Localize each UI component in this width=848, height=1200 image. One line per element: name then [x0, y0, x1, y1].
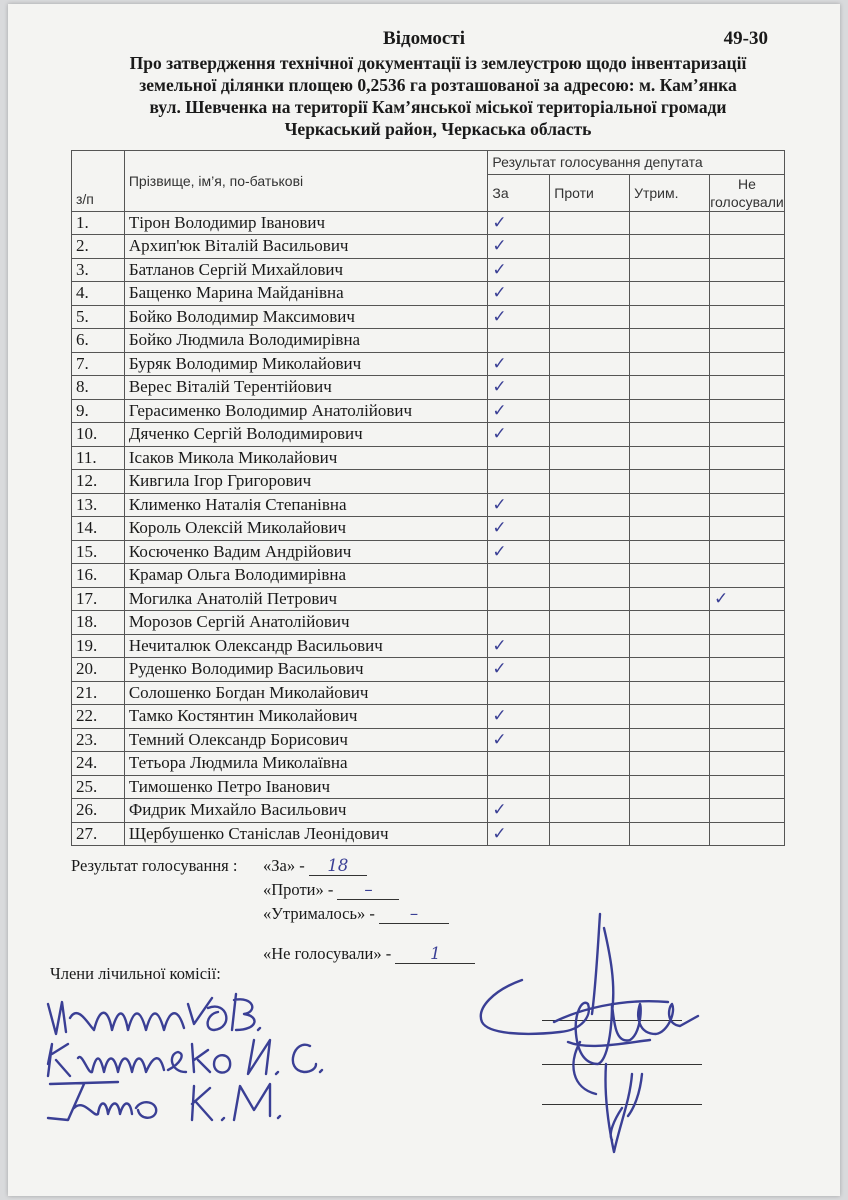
- row-number: 27.: [72, 822, 125, 846]
- row-name: Могилка Анатолій Петрович: [124, 587, 488, 611]
- header-abstain: Утрим.: [630, 174, 710, 211]
- row-number: 20.: [72, 658, 125, 682]
- row-name: Темний Олександр Борисович: [124, 728, 488, 752]
- row-number: 14.: [72, 517, 125, 541]
- row-name: Батланов Сергій Михайлович: [124, 258, 488, 282]
- row-name: Руденко Володимир Васильович: [124, 658, 488, 682]
- check-mark: ✓: [492, 635, 507, 656]
- header-name: Прізвище, ім’я, по-батькові: [124, 151, 488, 212]
- handwritten-signatures: [8, 4, 840, 1196]
- check-mark: ✓: [713, 588, 729, 609]
- row-name: Буряк Володимир Миколайович: [124, 352, 488, 376]
- check-mark: ✓: [492, 283, 507, 304]
- row-name: Солошенко Богдан Миколайович: [124, 681, 488, 705]
- row-name: Архип'юк Віталій Васильович: [124, 235, 488, 259]
- check-mark: ✓: [492, 659, 507, 680]
- row-number: 22.: [72, 705, 125, 729]
- row-name: Тетьора Людмила Миколаївна: [124, 752, 488, 776]
- check-mark: ✓: [492, 259, 507, 280]
- subtitle-line: Про затвердження технічної документації із землеустрою щодо інвентаризації: [129, 53, 747, 73]
- row-number: 26.: [72, 799, 125, 823]
- row-number: 5.: [72, 305, 125, 329]
- row-number: 9.: [72, 399, 125, 423]
- summary-abstain-label: «Утрималось» -: [263, 904, 375, 923]
- header-against: Проти: [550, 174, 630, 211]
- row-number: 17.: [72, 587, 125, 611]
- row-number: 10.: [72, 423, 125, 447]
- summary-for-label: «За» -: [263, 856, 305, 875]
- row-name: Бойко Людмила Володимирівна: [124, 329, 488, 353]
- subtitle-line: вул. Шевченка на території Кам’янської міської територіальної громади: [149, 97, 727, 117]
- row-name: Морозов Сергій Анатолійович: [124, 611, 488, 635]
- row-number: 1.: [72, 211, 125, 235]
- check-mark: ✓: [492, 706, 507, 727]
- row-number: 19.: [72, 634, 125, 658]
- row-number: 7.: [72, 352, 125, 376]
- row-name: Дяченко Сергій Володимирович: [124, 423, 488, 447]
- row-name: Клименко Наталія Степанівна: [124, 493, 488, 517]
- row-number: 3.: [72, 258, 125, 282]
- row-number: 2.: [72, 235, 125, 259]
- check-mark: ✓: [492, 377, 507, 398]
- header-for: За: [488, 174, 550, 211]
- subtitle-line: Черкаський район, Черкаська область: [284, 119, 592, 139]
- summary-label: Результат голосування :: [71, 856, 238, 875]
- row-number: 12.: [72, 470, 125, 494]
- row-name: Тірон Володимир Іванович: [124, 211, 488, 235]
- row-name: Король Олексій Миколайович: [124, 517, 488, 541]
- row-number: 8.: [72, 376, 125, 400]
- row-name: Ісаков Микола Миколайович: [124, 446, 488, 470]
- row-name: Герасименко Володимир Анатолійович: [124, 399, 488, 423]
- row-name: Бойко Володимир Максимович: [124, 305, 488, 329]
- summary-abstain-value: –: [379, 904, 449, 924]
- header-number: з/п: [72, 151, 125, 212]
- check-mark: ✓: [492, 236, 507, 257]
- header-notvoted-line2: голосували: [710, 193, 784, 210]
- check-mark: ✓: [492, 541, 507, 562]
- check-mark: ✓: [492, 212, 507, 233]
- row-name: Тимошенко Петро Іванович: [124, 775, 488, 799]
- row-number: 21.: [72, 681, 125, 705]
- document-number: 49-30: [723, 28, 768, 49]
- row-number: 18.: [72, 611, 125, 635]
- row-number: 11.: [72, 446, 125, 470]
- row-name: Тамко Костянтин Миколайович: [124, 705, 488, 729]
- summary-for-value: 18: [309, 856, 367, 876]
- row-number: 24.: [72, 752, 125, 776]
- row-name: Щербушенко Станіслав Леонідович: [124, 822, 488, 846]
- summary-notvoted-label: «Не голосували» -: [263, 944, 392, 963]
- check-mark: ✓: [492, 400, 507, 421]
- document-sheet: [8, 4, 840, 1196]
- row-number: 13.: [72, 493, 125, 517]
- row-number: 25.: [72, 775, 125, 799]
- header-result: Результат голосування депутата: [488, 151, 785, 175]
- row-name: Косюченко Вадим Андрійович: [124, 540, 488, 564]
- summary-against-label: «Проти» -: [263, 880, 334, 899]
- commission-label: Члени лічильної комісії:: [50, 964, 221, 983]
- check-mark: ✓: [492, 823, 507, 844]
- check-mark: ✓: [492, 353, 507, 374]
- row-name: Крамар Ольга Володимирівна: [124, 564, 488, 588]
- row-name: Нечиталюк Олександр Васильович: [124, 634, 488, 658]
- check-mark: ✓: [492, 424, 507, 445]
- summary-against-value: –: [337, 880, 399, 900]
- row-number: 23.: [72, 728, 125, 752]
- row-name: Фидрик Михайло Васильович: [124, 799, 488, 823]
- check-mark: ✓: [492, 729, 507, 750]
- summary-notvoted-value: 1: [395, 944, 475, 964]
- check-mark: ✓: [492, 518, 507, 539]
- check-mark: ✓: [492, 800, 507, 821]
- row-number: 4.: [72, 282, 125, 306]
- subtitle-line: земельної ділянки площею 0,2536 га розташованої за адресою: м. Кам’янка: [139, 75, 737, 95]
- row-number: 6.: [72, 329, 125, 353]
- row-name: Верес Віталій Терентійович: [124, 376, 488, 400]
- row-number: 15.: [72, 540, 125, 564]
- document-title: Відомості: [383, 28, 465, 49]
- check-mark: ✓: [492, 494, 507, 515]
- row-name: Бащенко Марина Майданівна: [124, 282, 488, 306]
- row-number: 16.: [72, 564, 125, 588]
- check-mark: ✓: [492, 306, 507, 327]
- header-notvoted-line1: Не: [738, 175, 756, 192]
- row-name: Кивгила Ігор Григорович: [124, 470, 488, 494]
